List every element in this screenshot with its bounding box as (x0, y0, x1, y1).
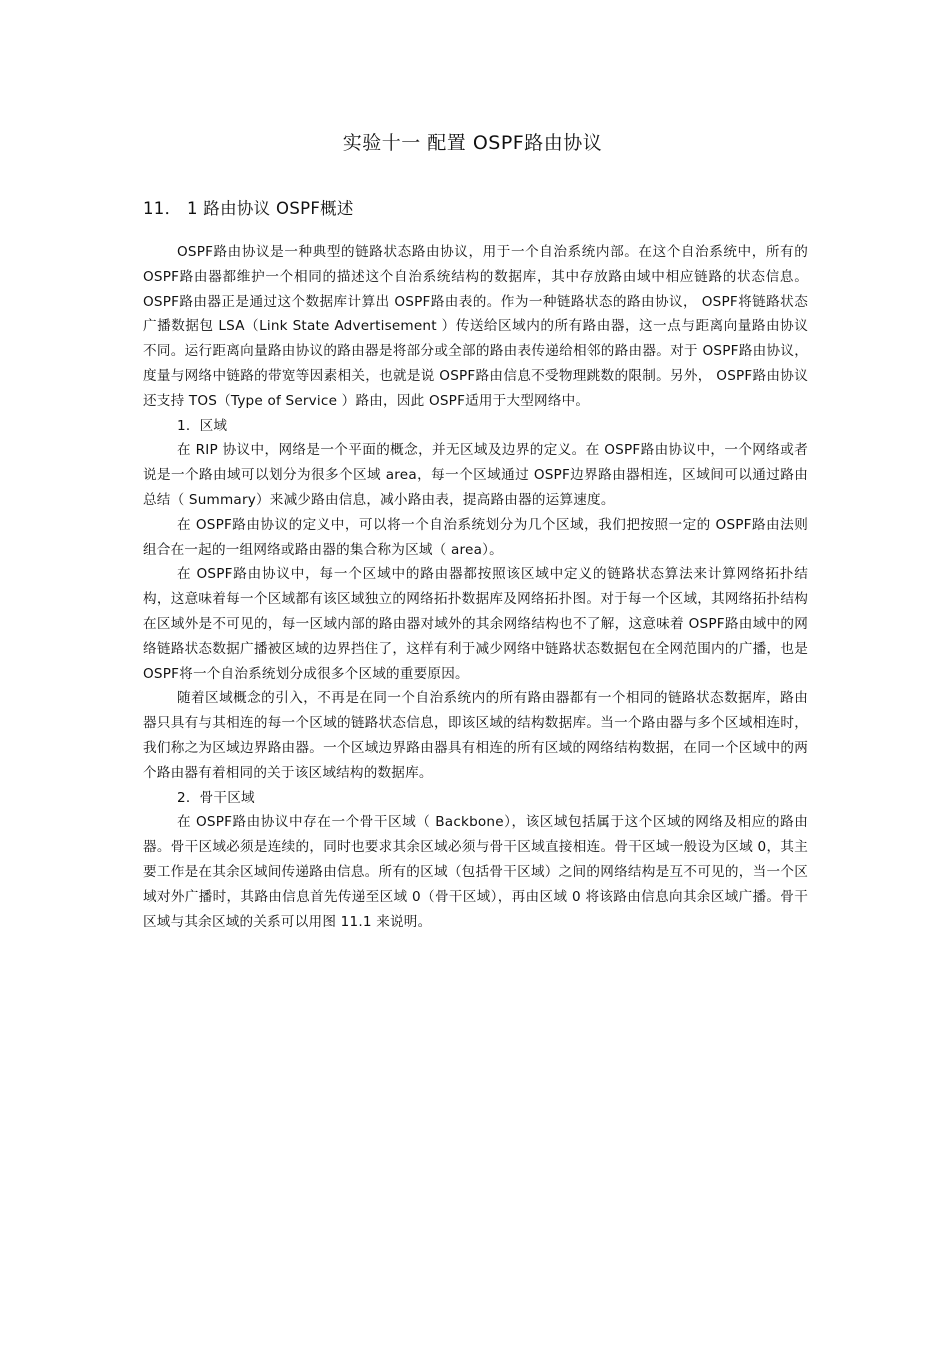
paragraph-backbone-area: 在 OSPF路由协议中存在一个骨干区域（ Backbone），该区域包括属于这个区域的网络及相应的路由器。骨干区域必须是连续的，同时也要求其余区域必须与骨干区域直接相连。骨干区域一般设为区域 0，其主要工作是在其余区域间传递路由信息。所有的区域（包括骨干区域）之间的网络结构是互不可见的，当一个区域对外广播时，其路由信息首先传递至区域 0（骨干区域），再由区域 0 将该路由信息向其余区域广播。骨干区域与其余区域的关系可以用图 11.1 来说明。 (143, 814, 808, 930)
document-body (143, 240, 808, 934)
paragraph-area-border-router: 随着区域概念的引入，不再是在同一个自治系统内的所有路由器都有一个相同的链路状态数据库，路由器只具有与其相连的每一个区域的链路状态信息，即该区域的结构数据库。当一个路由器与多个区域相连时，我们称之为区域边界路由器。一个区域边界路由器具有相连的所有区域的网络结构数据，在同一个区域中的两个路由器有着相同的关于该区域结构的数据库。 (143, 690, 808, 781)
paragraph-area-intro: 在 RIP 协议中，网络是一个平面的概念，并无区域及边界的定义。在 OSPF路由协议中，一个网络或者说是一个路由域可以划分为很多个区域 area，每一个区域通过 OSPF边界路由器相连，区域间可以通过路由总结（ Summary）来减少路由信息，减小路由表，提高路由器的运算速度。 (143, 442, 808, 508)
page-title: 实验十一 配置 OSPF路由协议 (342, 132, 603, 154)
section-heading: 11． 1 路由协议 OSPF概述 (143, 199, 354, 218)
paragraph-area-definition: 在 OSPF路由协议的定义中，可以将一个自治系统划分为几个区域，我们把按照一定的 OSPF路由法则组合在一起的一组网络或路由器的集合称为区域（ area）。 (143, 516, 808, 558)
subheading-area: 1．区域 (177, 417, 228, 434)
paragraph-area-topology: 在 OSPF路由协议中，每一个区域中的路由器都按照该区域中定义的链路状态算法来计算网络拓扑结构，这意味着每一个区域都有该区域独立的网络拓扑数据库及网络拓扑图。对于每一个区域，其网络拓扑结构在区域外是不可见的，每一区域内部的路由器对域外的其余网络结构也不了解，这意味着 OSPF路由域中的网络链路状态数据广播被区域的边界挡住了，这样有利于减少网络中链路状态数据包在全网范围内的广播，也是 OSPF将一个自治系统划分成很多个区域的重要原因。 (143, 566, 808, 682)
subheading-backbone-area: 2．骨干区域 (177, 789, 255, 806)
paragraph-ospf-overview: OSPF路由协议是一种典型的链路状态路由协议，用于一个自治系统内部。在这个自治系统中，所有的 OSPF路由器都维护一个相同的描述这个自治系统结构的数据库，其中存放路由域中相应链路的状态信息。 OSPF路由器正是通过这个数据库计算出 OSPF路由表的。作为一种链路状态的路由协议， OSPF将链路状态广播数据包 LSA（Link State Advertisement ）传送给区域内的所有路由器，这一点与距离向量路由协议不同。运行距离向量路由协议的路由器是将部分或全部的路由表传递给相邻的路由器。对于 OSPF路由协议，度量与网络中链路的带宽等因素相关，也就是说 OSPF路由信息不受物理跳数的限制。另外， OSPF路由协议还支持 TOS（Type of Service ）路由，因此 OSPF适用于大型网络中。 (143, 244, 808, 409)
